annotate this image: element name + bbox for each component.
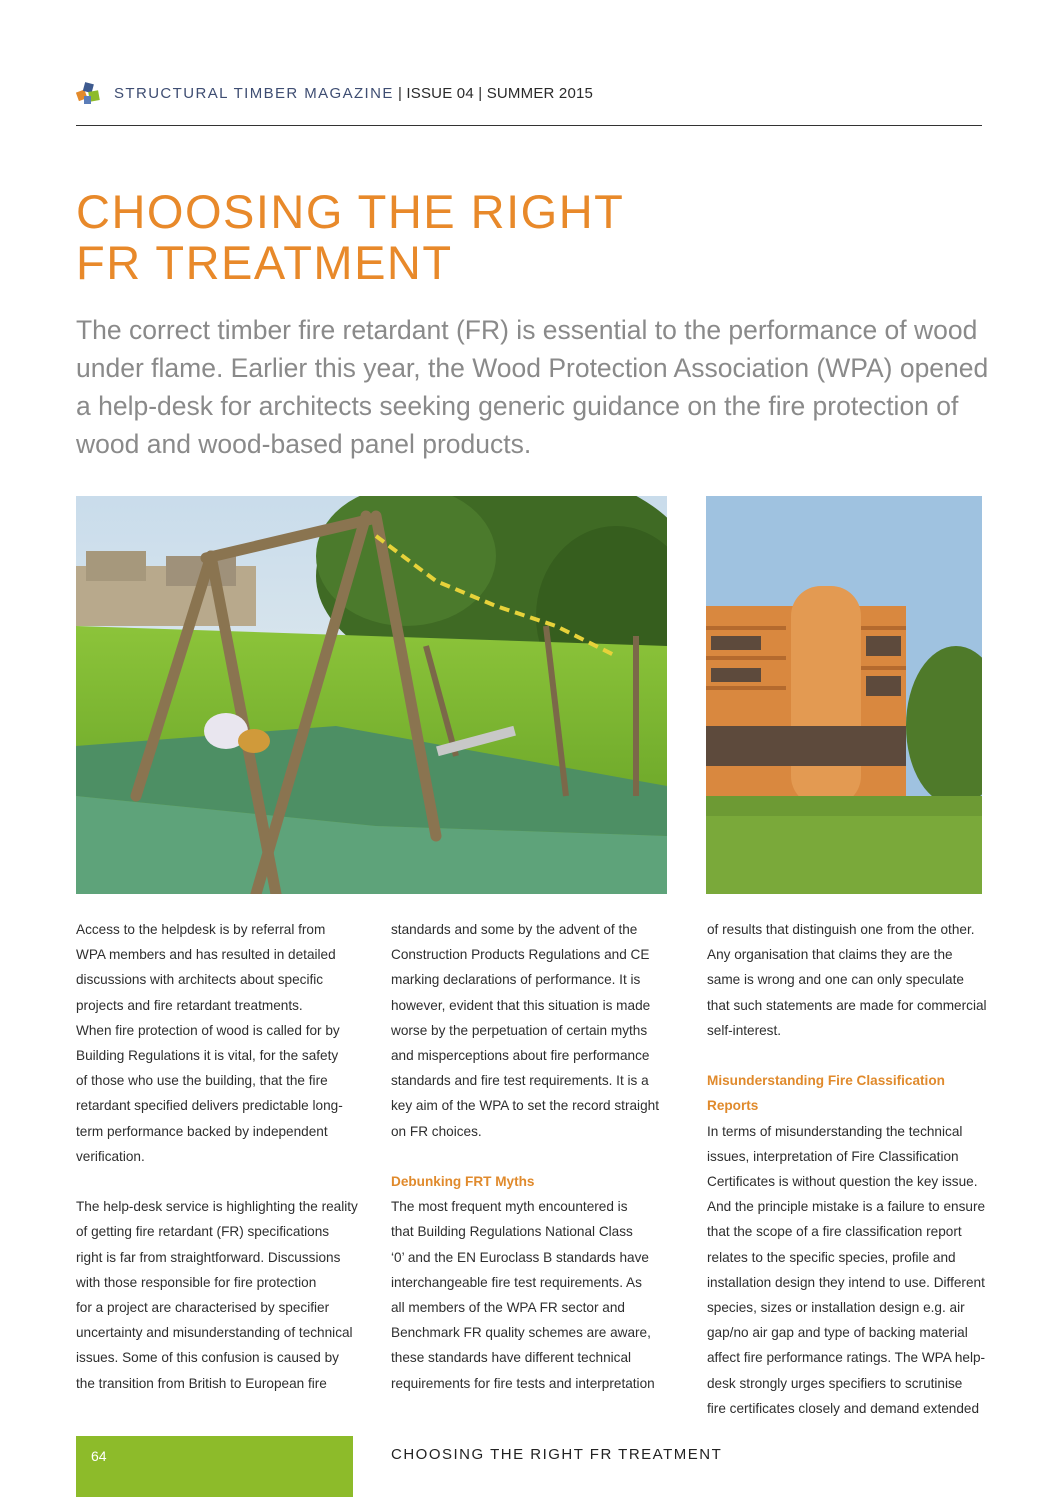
issue-info: | ISSUE 04 | SUMMER 2015 (397, 85, 594, 102)
body-column-1 (76, 917, 366, 1396)
timber-building-photo (706, 496, 982, 894)
running-footer-title: CHOOSING THE RIGHT FR TREATMENT (391, 1446, 723, 1463)
section-heading-debunking: Debunking FRT Myths (391, 1174, 535, 1190)
body-paragraph: standards and some by the advent of the Construction Products Regulations and CE marking declarations of performance. It is however, evident that this situation is made worse by the perpetuation of certain myths and misperceptions about fire performance standards and fire test requirements. It is a key aim of the WPA to set the record straight on FR choices. (391, 922, 659, 1139)
page-number-tab (76, 1436, 353, 1497)
standfirst: The correct timber fire retardant (FR) is essential to the performance of wood under flame. Earlier this year, the Wood Protection Association (WPA) opened a help-desk for architects seeking generic guidance on the fire protection of wood and wood-based panel products. (76, 315, 989, 459)
header-divider (76, 125, 982, 126)
magazine-logo-icon (76, 80, 102, 106)
body-paragraph: In terms of misunderstanding the technical issues, interpretation of Fire Classification Certificates is without question the key issue. And the principle mistake is a failure to ensure that the scope of a fire classification report relates to the specific species, profile and installation design they intend to use. Different species, sizes or installation design e.g. air gap/no air gap and type of backing material affect fire performance ratings. The WPA help- desk strongly urges specifiers to scrutinise fire certificates closely and demand extended (707, 1123, 986, 1416)
body-paragraph: The help-desk service is highlighting the reality of getting fire retardant (FR) specifications right is far from straightforward. Discussions with those responsible for fire protection for a project are characterised by specifier uncertainty and misunderstanding of technical issues. Some of this confusion is caused by the transition from British to European fire (76, 1199, 358, 1391)
page-number: 64 (91, 1448, 107, 1464)
title-line-2: FR TREATMENT (76, 236, 453, 289)
masthead (76, 80, 982, 110)
body-paragraph: The most frequent myth encountered is that Building Regulations National Class ‘0’ and the EN Euroclass B standards have interchangeable fire test requirements. As all members of the WPA FR sector and Benchmark FR quality schemes are aware, these standards have different technical requirements for fire tests and interpretation (391, 1199, 655, 1391)
title-line-1: CHOOSING THE RIGHT (76, 185, 625, 238)
body-paragraph: Access to the helpdesk is by referral from WPA members and has resulted in detailed discussions with architects about specific projects and fire retardant treatments. When fire protection of wood is called for by Building Regulations it is vital, for the safety of those who use the building, that the fire retardant specified delivers predictable long- term performance backed by independent verification. (76, 922, 343, 1164)
body-column-3 (707, 917, 997, 1421)
masthead-text (114, 85, 593, 102)
body-paragraph: of results that distinguish one from the other. Any organisation that claims they are the same is wrong and one can only speculate that such statements are made for commercial self-interest. (707, 922, 987, 1038)
playground-photo (76, 496, 667, 894)
magazine-name: STRUCTURAL TIMBER MAGAZINE (114, 85, 394, 102)
article-title (76, 186, 624, 288)
body-column-2 (391, 917, 681, 1396)
section-heading-misunderstanding: Misunderstanding Fire Classification Reports (707, 1073, 945, 1114)
